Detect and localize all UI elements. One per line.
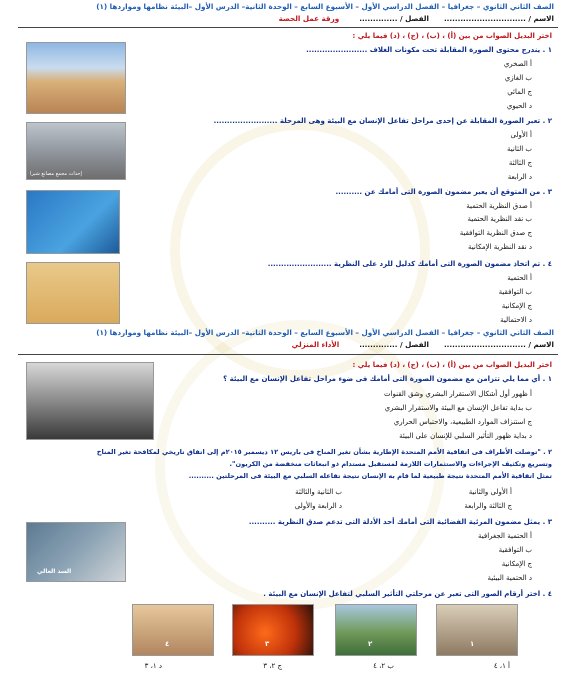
- q2-option-a[interactable]: أ الأولى: [510, 131, 532, 139]
- q1-option-d[interactable]: د الحيوي: [506, 102, 532, 110]
- instructions: اختر البديل الصواب من بين (أ) ، (ب) ، (ج) ، (د) فيما يلي :: [352, 32, 552, 40]
- hw-q4-option-d[interactable]: د ١، ٣: [144, 662, 162, 670]
- image-caption: إحداث مجمع مصانع شبرا: [30, 171, 82, 177]
- q4-option-a[interactable]: أ الحتمية: [507, 274, 532, 282]
- sheet-label-2: الأداء المنزلي: [291, 340, 340, 349]
- q4-option-d[interactable]: د الاحتمالية: [500, 316, 532, 324]
- image-4-hunting: [132, 604, 214, 656]
- name-field-2: الاسم / ..............................: [443, 340, 554, 349]
- hw-question-2-line1: ٢ . "توصلت الأطراف فى اتفاقية الأمم المتحدة الإطارية بشأن تغير المناخ فى باريس ١٢ ديسمبر ٢٠١٥م إلى اتفاق تاريخي لمكافحة تغير المناخ: [96, 448, 552, 456]
- image-3-burning-earth: [232, 604, 314, 656]
- q1-option-b[interactable]: ب الغازي: [504, 74, 532, 82]
- hw-question-2-line2: وتسريع وتكثيف الإجراءات والاستثمارات اللازمة لمستقبل مستدام ذو انبعاثات منخفضة من الكربون".: [229, 460, 552, 468]
- hw-q2-option-b[interactable]: ب الثانية والثالثة: [295, 488, 342, 496]
- image-num-3: ٣: [265, 640, 270, 648]
- q4-option-c[interactable]: ج الإمكانية: [501, 302, 532, 310]
- hw-question-4: ٤ . اختر أرقام الصور التى تعبر عن مرحلتي التأثير السلبي لتفاعل الإنسان مع البيئة .: [263, 590, 552, 598]
- q3-option-d[interactable]: د نقد النظرية الإمكانية: [468, 243, 532, 251]
- high-dam-label: السد العالي: [37, 568, 72, 575]
- q2-option-d[interactable]: د الرابعة: [507, 173, 532, 181]
- hw-q2-option-a[interactable]: أ الأولى والثانية: [468, 488, 512, 496]
- header-title: الصف الثاني الثانوي – جغرافيا – الفصل الدراسي الأول – الأسبوع السابع – الوحدة الثانية– الدرس الأول –البيئة نظامها ومواردها (١): [96, 2, 554, 11]
- hw-q3-option-a[interactable]: أ الحتمية الجغرافية: [477, 532, 532, 540]
- image-num-2: ٢: [368, 640, 373, 648]
- image-num-1: ١: [470, 640, 475, 648]
- q1-option-c[interactable]: ج المائي: [507, 88, 532, 96]
- hw-q1-option-a[interactable]: أ ظهور أول أشكال الاستقرار البشري وشق القنوات: [383, 390, 532, 398]
- question4-image-pharaonic: [26, 262, 120, 324]
- class-field: الفصل / ..............: [359, 14, 429, 23]
- hw-q4-option-b[interactable]: ب ٢، ٤: [373, 662, 394, 670]
- question-2: ٢ . تعبر الصورة المقابلة عن إحدى مراحل تفاعل الإنسان مع البيئة وهى المرحلة ........................: [213, 117, 552, 125]
- hw-q4-option-a[interactable]: أ ١، ٤: [493, 662, 510, 670]
- header2-title: الصف الثاني الثانوي – جغرافيا – الفصل الدراسي الأول – الأسبوع السابع – الوحدة الثانية– الدرس الأول –البيئة نظامها ومواردها (١): [96, 328, 554, 337]
- question-1: ١ . يندرج محتوى الصورة المقابلة تحت مكونات الغلاف .......................: [306, 46, 552, 54]
- q3-option-b[interactable]: ب نقد النظرية الحتمية: [467, 215, 532, 223]
- hw-question-1: ١ . أي مما يلي تتزامن مع مضمون الصورة التى أمامك فى ضوء مراحل تفاعل الإنسان مع البيئة ؟: [223, 375, 552, 383]
- question3-image-technology: [26, 190, 120, 254]
- image-2-river: [335, 604, 417, 656]
- hw-q3-option-b[interactable]: ب التوافقية: [498, 546, 532, 554]
- image-1-pottery: [436, 604, 518, 656]
- hw-question-2-line3: تمثل اتفاقية الأمم المتحدة نتيجة طبيعية لما قام به الإنسان نتيجة تفاعله السلبي مع البيئة فى المرحلتين ..........: [188, 472, 552, 480]
- question1-image-village: [26, 42, 126, 114]
- hw-q1-option-d[interactable]: د بداية ظهور التأثير السلبي للإنسان على البيئة: [399, 432, 532, 440]
- high-dam-satellite-image: [26, 522, 126, 582]
- hw-q1-option-c[interactable]: ج استنزاف الموارد الطبيعية، والاحتباس الحراري: [393, 418, 532, 426]
- image-num-4: ٤: [165, 640, 170, 648]
- sheet-label: ورقة عمل الحصة: [278, 14, 340, 23]
- hw-q3-option-d[interactable]: د الحتمية البيئية: [487, 574, 532, 582]
- hw-q1-option-b[interactable]: ب بداية تفاعل الإنسان مع البيئة والاستقرار البشري: [384, 404, 532, 412]
- q4-option-b[interactable]: ب التوافقية: [498, 288, 532, 296]
- hw-q2-option-d[interactable]: د الرابعة والأولى: [294, 502, 342, 510]
- header-name-row: [22, 14, 554, 24]
- class-field-2: الفصل / ..............: [359, 340, 429, 349]
- hw-question-3: ٣ . يمثل مضمون المرئية الفضائية التى أمامك أحد الأدلة التى تدعم صدق النظرية ..........: [248, 518, 552, 526]
- question-3: ٣ . من المتوقع أن يعبر مضمون الصورة التى أمامك عن ..........: [335, 188, 552, 196]
- divider: [18, 27, 558, 28]
- hw-q3-option-c[interactable]: ج الإمكانية: [501, 560, 532, 568]
- q3-option-a[interactable]: أ صدق النظرية الحتمية: [466, 202, 532, 210]
- instructions-2: اختر البديل الصواب من بين (أ) ، (ب) ، (ج) ، (د) فيما يلي :: [352, 361, 552, 369]
- q2-option-c[interactable]: ج الثالثة: [508, 159, 532, 167]
- question-4: ٤ . تم اتخاذ مضمون الصورة التى أمامك كدليل للرد على النظرية ........................: [267, 260, 552, 268]
- header2-name-row: [22, 340, 554, 350]
- hw-q2-option-c[interactable]: ج الثالثة والرابعة: [464, 502, 512, 510]
- q2-option-b[interactable]: ب الثانية: [507, 145, 532, 153]
- q1-option-a[interactable]: أ الصخري: [503, 60, 532, 68]
- train-image: [26, 362, 154, 440]
- divider-2: [18, 354, 558, 355]
- name-field: الاسم / ..............................: [443, 14, 554, 23]
- hw-q4-option-c[interactable]: ج ٢، ٣: [263, 662, 282, 670]
- q3-option-c[interactable]: ج صدق النظرية التوافقية: [459, 229, 532, 237]
